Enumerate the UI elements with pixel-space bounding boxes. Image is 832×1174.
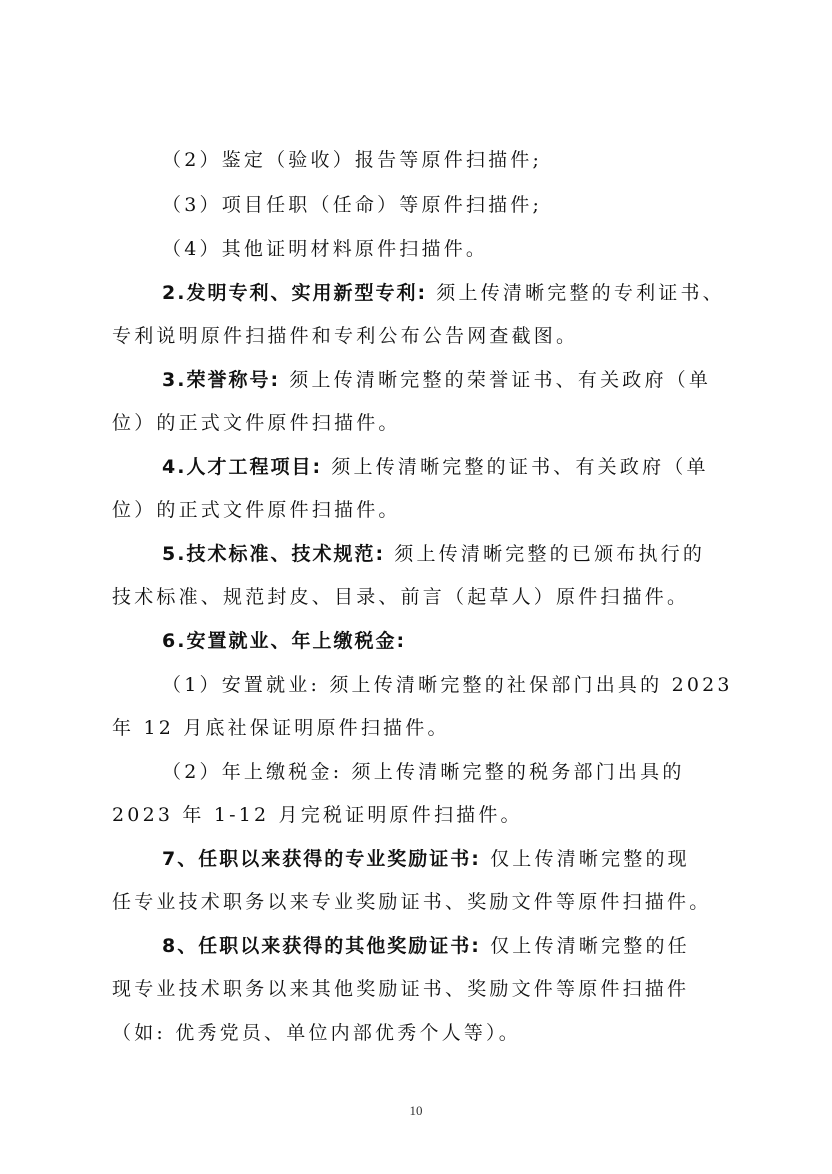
section-text: 须上传清晰完整的证书、有关政府（单 [322,456,709,478]
paragraph-line: 专利说明原件扫描件和专利公布公告网查截图。 [112,325,579,347]
section-heading: 7、任职以来获得的专业奖励证书: [162,848,481,870]
section-heading: 5.技术标准、技术规范: [162,543,386,565]
paragraph-line: （如: 优秀党员、单位内部优秀个人等）。 [112,1022,521,1044]
page-number: 10 [409,1103,423,1118]
paragraph-line: 位）的正式文件原件扫描件。 [112,499,401,521]
paragraph-line: （2）鉴定（验收）报告等原件扫描件; [162,149,543,171]
section-text: 须上传清晰完整的荣誉证书、有关政府（单 [280,369,712,391]
paragraph-line: 位）的正式文件原件扫描件。 [112,412,401,434]
section-text: 仅上传清晰完整的现 [480,848,690,870]
section-4-line [162,454,709,480]
section-heading: 3.荣誉称号: [162,369,281,391]
paragraph-line: （1）安置就业: 须上传清晰完整的社保部门出具的 2023 [162,674,733,696]
paragraph-line: 技术标准、规范封皮、目录、前言（起草人）原件扫描件。 [112,586,690,608]
section-3-line [162,367,711,393]
section-8-line [162,933,690,959]
paragraph-line: 任专业技术职务以来专业奖励证书、奖励文件等原件扫描件。 [112,891,712,913]
section-5-line [162,541,705,567]
section-6-line [162,628,406,654]
paragraph-line: 年 12 月底社保证明原件扫描件。 [112,717,450,739]
section-heading: 4.人才工程项目: [162,456,323,478]
section-text: 须上传清晰完整的专利证书、 [427,282,725,304]
paragraph-line: （3）项目任职（任命）等原件扫描件; [162,194,543,216]
section-heading: 2.发明专利、实用新型专利: [162,282,428,304]
paragraph-line: （2）年上缴税金: 须上传清晰完整的税务部门出具的 [162,761,685,783]
section-2-line [162,280,725,306]
section-heading: 8、任职以来获得的其他奖励证书: [162,935,481,957]
section-text: 仅上传清晰完整的任 [480,935,690,957]
paragraph-line: 2023 年 1-12 月完税证明原件扫描件。 [112,804,523,826]
section-text: 须上传清晰完整的已颁布执行的 [385,543,706,565]
paragraph-line: （4）其他证明材料原件扫描件。 [162,238,489,260]
section-heading: 6.安置就业、年上缴税金: [162,630,407,652]
paragraph-line: 现专业技术职务以来其他奖励证书、奖励文件等原件扫描件 [112,978,690,1000]
section-7-line [162,846,690,872]
